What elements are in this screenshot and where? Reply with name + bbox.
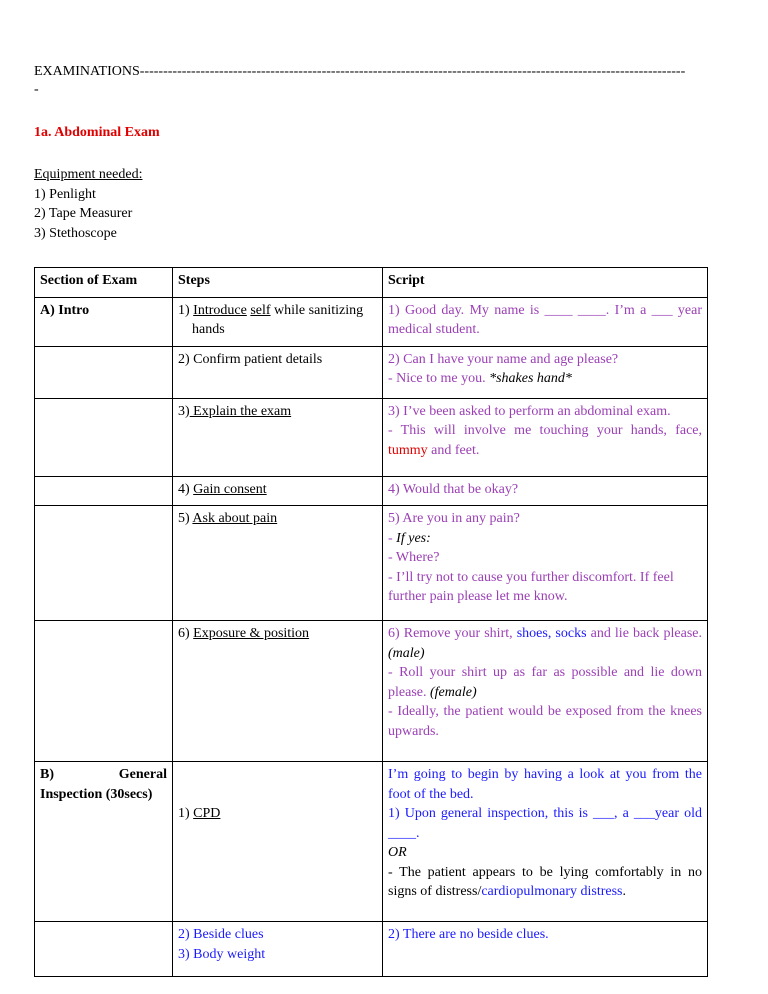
step-cell [173,398,383,476]
step-text: 2) Beside clues [178,927,264,942]
script-highlight: tummy [388,442,428,458]
script-line: OR [388,845,407,860]
script-cell [383,398,708,476]
section-label-part: Inspection (30secs) [40,786,153,802]
script-line: - Where? [388,550,440,565]
step-text: while sanitizing hands [192,302,364,337]
script-line: and lie back please. [586,626,702,641]
script-line: - Ideally, the patient would be exposed from the knees upwards. [388,704,702,739]
step-cell [173,506,383,621]
section-cell [35,398,173,476]
section-cell [35,476,173,506]
examinations-heading: EXAMINATIONS--------------------------------------------------------------------------------------------------------------------- [34,64,686,79]
step-number: 1) [178,806,194,821]
step-cell: 2) Confirm patient details [173,346,383,398]
script-line: 6) Remove your shirt, [388,626,517,641]
step-number: 5) [178,511,193,526]
script-line: - [388,530,397,546]
step-cell [173,476,383,506]
script-line: - The patient appears to be lying comfortably in no signs of distress/ [388,864,702,899]
table-row [35,297,708,346]
section-cell [35,621,173,762]
step-number: 3) [178,403,190,419]
step-text: Exposure & position [193,626,310,641]
equipment-item: 1) Penlight [34,186,96,202]
table-row [35,398,708,476]
step-text: Gain consent [193,481,267,497]
step-number: 4) [178,481,194,497]
column-header-steps: Steps [173,268,383,298]
equipment-title: Equipment needed: [34,167,143,182]
section-cell [35,922,173,977]
step-cell [173,922,383,977]
step-cell [173,762,383,922]
script-line: - Nice to me you. [388,371,490,386]
section-label-part: B) [40,767,54,782]
script-line: . [622,884,626,899]
step-text: self [250,302,271,318]
section-label-part: General [118,767,167,782]
script-line: 5) Are you in any pain? [388,511,520,526]
step-cell [173,297,383,346]
table-row [35,762,708,922]
script-line: and feet. [427,442,480,458]
column-header-script: Script [383,268,708,298]
table-row [35,922,708,977]
script-cell [383,346,708,398]
step-cell [173,621,383,762]
script-cell: 2) There are no beside clues. [383,922,708,977]
section-cell [35,506,173,621]
step-text: Explain the exam [189,403,292,419]
table-row [35,346,708,398]
table-row [35,476,708,506]
equipment-list [34,165,142,243]
heading-trailing-dash: - [34,82,39,97]
equipment-item: 3) Stethoscope [34,225,117,241]
script-cell: 4) Would that be okay? [383,476,708,506]
step-number: 6) [178,626,194,641]
step-text: Ask about pain [192,511,278,526]
script-line: 1) Upon general inspection, this is ___, a ___year old ____. [388,806,702,841]
script-line: 2) Can I have your name and age please? [388,351,619,367]
step-text: Introduce [193,302,247,318]
table-row [35,506,708,621]
script-line: (female) [429,684,477,700]
step-text: 3) Body weight [178,946,266,962]
section-general-inspection-label [35,762,173,922]
table-row [35,621,708,762]
equipment-item: 2) Tape Measurer [34,206,133,221]
table-header-row [35,268,708,298]
script-cell [383,621,708,762]
script-cell [383,506,708,621]
script-highlight: cardiopulmonary distress [481,884,623,899]
script-line: I’m going to begin by having a look at you from the foot of the bed. [388,767,702,802]
script-cell: 1) Good day. My name is ____ ____. I’m a ___ year medical student. [383,297,708,346]
script-line: If yes: [396,530,431,546]
section-cell [35,346,173,398]
script-line: - This will involve me touching your hands, face, [388,423,702,438]
script-highlight: shoes, socks [516,626,587,641]
exam-table [34,267,708,977]
script-line: *shakes hand* [489,371,572,386]
script-cell [383,762,708,922]
script-line: 3) I’ve been asked to perform an abdominal exam. [388,403,671,419]
step-text: CPD [193,806,221,821]
script-line: - I’ll try not to cause you further discomfort. If feel further pain please let me know. [388,569,674,604]
section-title: 1a. Abdominal Exam [34,125,160,140]
section-intro-label: A) Intro [35,297,173,346]
column-header-section: Section of Exam [35,268,173,298]
step-number: 1) [178,302,194,318]
script-line: - Roll your shirt up as far as possible and lie down please. [388,665,702,700]
script-line: (male) [388,645,425,661]
